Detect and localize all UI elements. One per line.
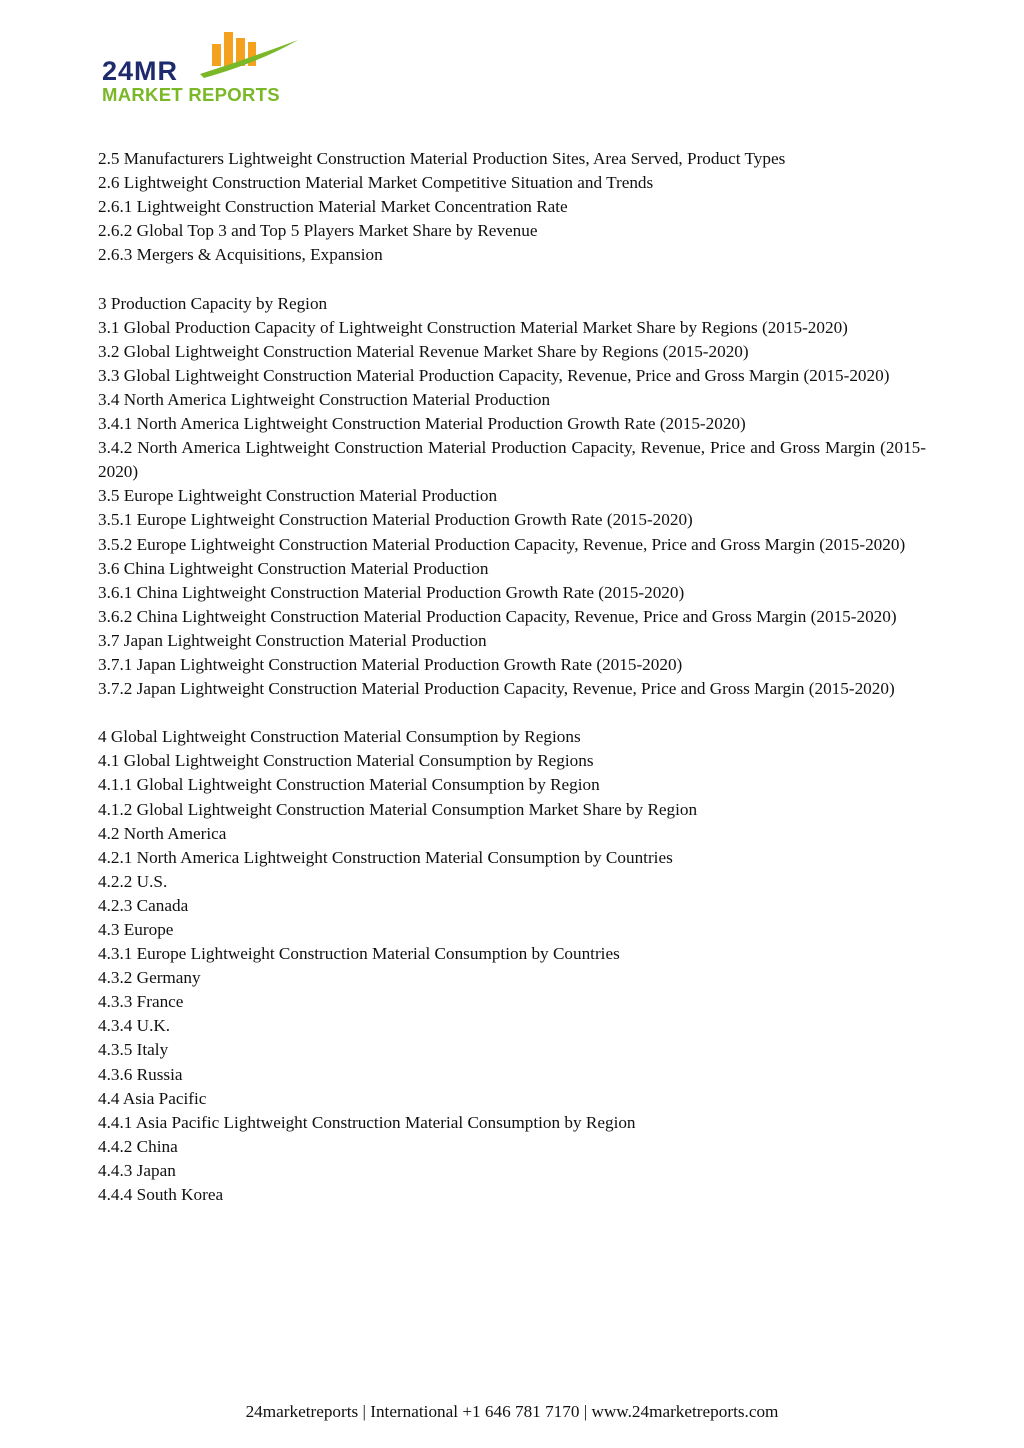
toc-entry: 2.6.2 Global Top 3 and Top 5 Players Market Share by Revenue — [98, 221, 538, 241]
logo-bar-2 — [224, 32, 233, 66]
footer-contact-line: 24marketreports | International +1 646 781 7170 | www.24marketreports.com — [245, 1402, 779, 1421]
toc-entry: 4.3 Europe — [98, 920, 174, 939]
toc-entry: 4.2.2 U.S. — [98, 871, 168, 891]
toc-entry: 4.1 Global Lightweight Construction Material Consumption by Regions — [98, 751, 594, 771]
toc-entry: 3.1 Global Production Capacity of Lightweight Construction Material Market Share by Regions (2015-2020) — [98, 317, 848, 337]
toc-entry: 3.6.1 China Lightweight Construction Material Production Growth Rate (2015-2020) — [98, 582, 685, 602]
toc-entry: 3.2 Global Lightweight Construction Material Revenue Market Share by Regions (2015-2020) — [98, 341, 749, 361]
logo-wordmark-top: 24MR — [102, 56, 179, 86]
page-footer — [0, 1400, 828, 1424]
toc-entry: 4.1.1 Global Lightweight Construction Material Consumption by Region — [98, 775, 600, 795]
toc-entry: 3.7.1 Japan Lightweight Construction Material Production Growth Rate (2015-2020) — [98, 654, 683, 674]
section-spacer — [98, 701, 926, 725]
toc-entry: 2.6.1 Lightweight Construction Material Market Concentration Rate — [98, 197, 568, 217]
toc-entry: 4.4.2 China — [98, 1136, 178, 1156]
section-spacer — [98, 267, 926, 291]
toc-entry: 3 Production Capacity by Region — [98, 293, 328, 313]
toc-entry: 3.5.2 Europe Lightweight Construction Material Production Capacity, Revenue, Price and Gross Margin (2015-2020) — [98, 534, 906, 554]
toc-entry: 3.4.2 North America Lightweight Construction Material Production Capacity, Revenue, Price and Gross Margin (2015-2020) — [98, 438, 926, 482]
toc-entry: 4.4.3 Japan — [98, 1160, 176, 1180]
toc-entry: 3.3 Global Lightweight Construction Material Production Capacity, Revenue, Price and Gross Margin (2015-2020) — [98, 365, 890, 385]
toc-entry: 4.4 Asia Pacific — [98, 1088, 207, 1108]
toc-entry: 4.2.3 Canada — [98, 895, 189, 915]
toc-entry: 4.3.4 U.K. — [98, 1016, 171, 1036]
logo-wordmark-bottom: MARKET REPORTS — [102, 84, 280, 105]
toc-entry: 4.3.2 Germany — [98, 968, 201, 988]
toc-entry: 3.4 North America Lightweight Construction Material Production — [98, 389, 551, 409]
toc-entry: 4.3.3 France — [98, 992, 184, 1012]
toc-entry: 3.5.1 Europe Lightweight Construction Material Production Growth Rate (2015-2020) — [98, 510, 693, 530]
toc-entry: 3.6.2 China Lightweight Construction Material Production Capacity, Revenue, Price and Gross Margin (2015-2020) — [98, 606, 897, 626]
toc-entry: 3.7.2 Japan Lightweight Construction Material Production Capacity, Revenue, Price and Gross Margin (2015-2020) — [98, 679, 895, 699]
toc-entry: 2.6.3 Mergers & Acquisitions, Expansion — [98, 245, 383, 265]
toc-entry: 3.5 Europe Lightweight Construction Material Production — [98, 486, 498, 506]
toc-entry: 4.3.6 Russia — [98, 1064, 183, 1084]
toc-entry: 4.3.5 Italy — [98, 1040, 169, 1060]
toc-entry: 4.4.1 Asia Pacific Lightweight Construction Material Consumption by Region — [98, 1112, 636, 1132]
toc-entry: 4.2.1 North America Lightweight Construction Material Consumption by Countries — [98, 847, 673, 867]
toc-entry: 2.5 Manufacturers Lightweight Construction Material Production Sites, Area Served, Product Types — [98, 149, 786, 168]
toc-entry: 2.6 Lightweight Construction Material Market Competitive Situation and Trends — [98, 173, 654, 193]
table-of-contents — [98, 147, 926, 1207]
toc-entry: 4 Global Lightweight Construction Material Consumption by Regions — [98, 727, 581, 747]
toc-entry: 3.6 China Lightweight Construction Material Production — [98, 558, 489, 578]
toc-entry: 3.7 Japan Lightweight Construction Material Production — [98, 630, 487, 650]
toc-entry: 4.2 North America — [98, 823, 227, 843]
toc-entry: 4.1.2 Global Lightweight Construction Material Consumption Market Share by Region — [98, 799, 698, 819]
company-logo — [100, 28, 310, 108]
toc-entry: 4.3.1 Europe Lightweight Construction Material Consumption by Countries — [98, 944, 620, 964]
logo-bar-1 — [212, 44, 221, 66]
toc-entry: 3.4.1 North America Lightweight Construction Material Production Growth Rate (2015-2020) — [98, 414, 746, 434]
toc-entry: 4.4.4 South Korea — [98, 1185, 224, 1205]
